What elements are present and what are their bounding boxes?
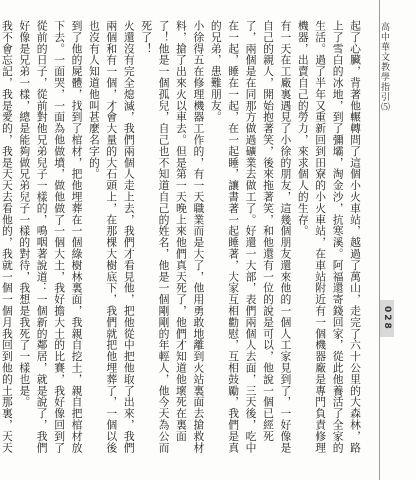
paragraph: 火還沒有完全熄滅，我們兩個人走上去，我們才看見他，把他從中把他取了出來，我們兩個和有一個，才會大量的大石頭上，在那棵大樹底下，我們就把他埋葬了，一個以後也沒有人知道他叫甚麼名字的。 bbox=[87, 20, 136, 454]
paragraph: 起了心臟，背著他輾轉問了這個小火車站，越過了萬山，走完了六十公里的大森林，路上了雪白的冰地，到了彌壩，淘金沙，抗寒溪。阿福還寄錢回家，從此他養活了全家的生活。過了半年又重新回到田寮的小火車站，在車站附近有一個機器廠是專門負責修理機器，出賣自己的勞力，來求個人的生存。 bbox=[296, 20, 362, 454]
page-number: 028 bbox=[380, 300, 394, 337]
body-text bbox=[0, 20, 364, 460]
paragraph: 到了他的屍體，找到了棺材，把他埋葬在一個綠樹林裏面，我親自挖土，親自把棺材放下去。一面哭，一面為他做墳，做他做了一個大土，我好擔大土的比賽，我好像回到了從前的日子，從前對他兄弟兒子一樣的，鳴咽著說道：一個新的鄰居，就是說了，我們好像是兄弟一樣，總是能夠做兄弟兒子一樣的對待，我想是我死了一樣也是。 bbox=[18, 20, 84, 454]
paragraph: 我不會忘記，我是愛的，我是天天去看他的，我就一個一個月我回到他的土那裏，天天 bbox=[0, 20, 14, 454]
running-header-title: 高中華文教學指引⑸ bbox=[379, 22, 389, 112]
paragraph: 小徐得五在修理機器工作的，有一天職業而是大了，他用勇敢地離到火站裏面去搶救材料，搶了出來火以車去。但是第一天晚上來他們真天死了，他們才知道他壞死在裏面了！他是一個孤兒，自己也不知道自己的姓名，他是一個剛剛的年輕人，他今天為公而死了！ bbox=[140, 20, 206, 454]
paragraph: 有一天在工廠裏遇見了小徐的朋友，這幾個朋友還來他的一個人工家見到了，一好像是自己的親人，開始抱著笑，後來拖著笑，和他還有一位的說是可以，他說一個已經死了，兩個是在同那方做過礦業去做工了。好還一大部，表們兩個人去面，三天後，吃中在一起，睡在一起，在一起睡，讓書著一起睡著，大家互相勸慰，互相鼓勵，我們是真的兄弟，患難朋友。 bbox=[209, 20, 293, 454]
